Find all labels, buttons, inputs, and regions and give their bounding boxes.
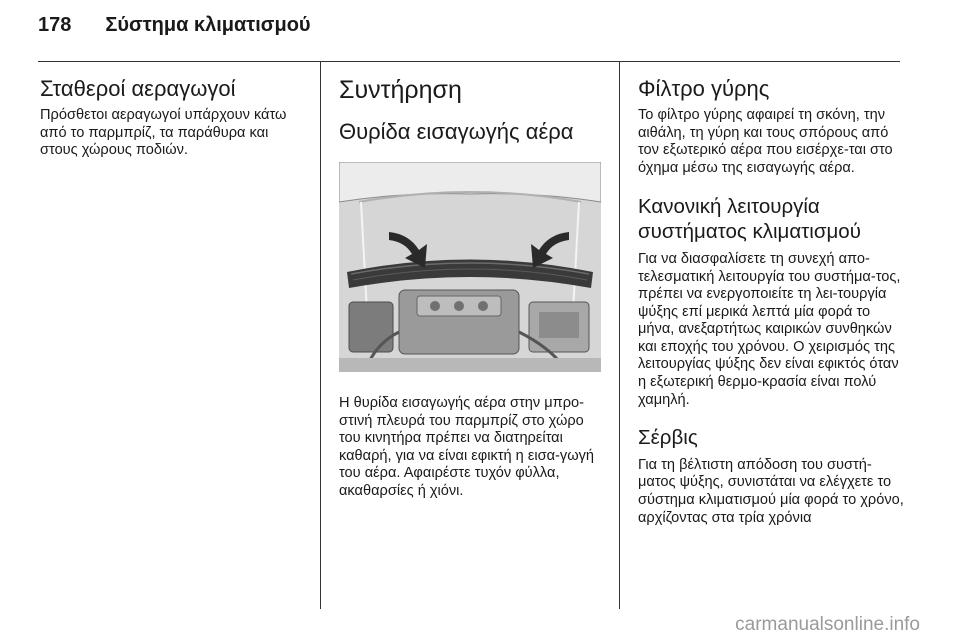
page-number: 178 bbox=[38, 14, 72, 36]
page-header bbox=[38, 14, 311, 44]
pollen-filter-text: Το φίλτρο γύρης αφαιρεί τη σκόνη, την αιθάλη, τη γύρη και τους σπόρους από τον εξωτερικό αέρα που εισέρχε-ται στο όχημα μέσω της εισαγωγής αέρα. bbox=[638, 107, 893, 177]
section-heading-service: Σέρβις bbox=[638, 426, 698, 450]
column-divider-2 bbox=[619, 61, 620, 609]
subheading-air-inlet: Θυρίδα εισαγωγής αέρα bbox=[339, 118, 574, 144]
watermark: carmanualsonline.info bbox=[735, 614, 920, 635]
engine-bay-air-inlet-illustration-icon bbox=[339, 162, 601, 372]
header-rule bbox=[38, 61, 900, 62]
column-2 bbox=[339, 76, 604, 501]
column-divider-1 bbox=[320, 61, 321, 609]
section-heading-fixed-vents: Σταθεροί αεραγωγοί bbox=[40, 76, 236, 101]
column-3 bbox=[638, 76, 906, 527]
service-text: Για τη βέλτιστη απόδοση του συστή-ματος ψύξης, συνιστάται να ελέγχετε το σύστημα κλιματισμού μία φορά το χρόνο, αρχίζοντας στα τρία χρόνια bbox=[638, 456, 904, 526]
regular-operation-text: Για να διασφαλίσετε τη συνεχή απο-τελεσματική λειτουργία του συστήμα-τος, πρέπει να ενεργοποιείτε τη λει-τουργία ψύξης επί μερικά λεπτά μία φορά το μήνα, ανεξαρτήτως καιρικών συνθηκών και εποχής του χρόνου. Ο χειρισμός της λειτουργίας ψύξης δεν είναι εφικτός όταν η εξωτερική θερμο-κρασία είναι πολύ χαμηλή. bbox=[638, 250, 901, 408]
air-inlet-text: Η θυρίδα εισαγωγής αέρα στην μπρο-στινή πλευρά του παρμπρίζ στο χώρο του κινητήρα πρέπει να διατηρείται καθαρή, για να είναι εφικτή η εισα-γωγή του αέρα. Αφαιρέστε τυχόν φύλλα, ακαθαρσίες ή χιόνι. bbox=[339, 395, 595, 500]
chapter-title: Σύστημα κλιματισμού bbox=[105, 14, 311, 36]
column-1 bbox=[40, 76, 302, 160]
section-heading-maintenance: Συντήρηση bbox=[339, 76, 462, 104]
fixed-vents-text: Πρόσθετοι αεραγωγοί υπάρχουν κάτω από το παρμπρίζ, τα παράθυρα και στους χώρους ποδιών. bbox=[40, 107, 287, 159]
section-heading-pollen-filter: Φίλτρο γύρης bbox=[638, 76, 770, 101]
section-heading-regular-operation: Κανονική λειτουργία συστήματος κλιματισμού bbox=[638, 194, 861, 244]
